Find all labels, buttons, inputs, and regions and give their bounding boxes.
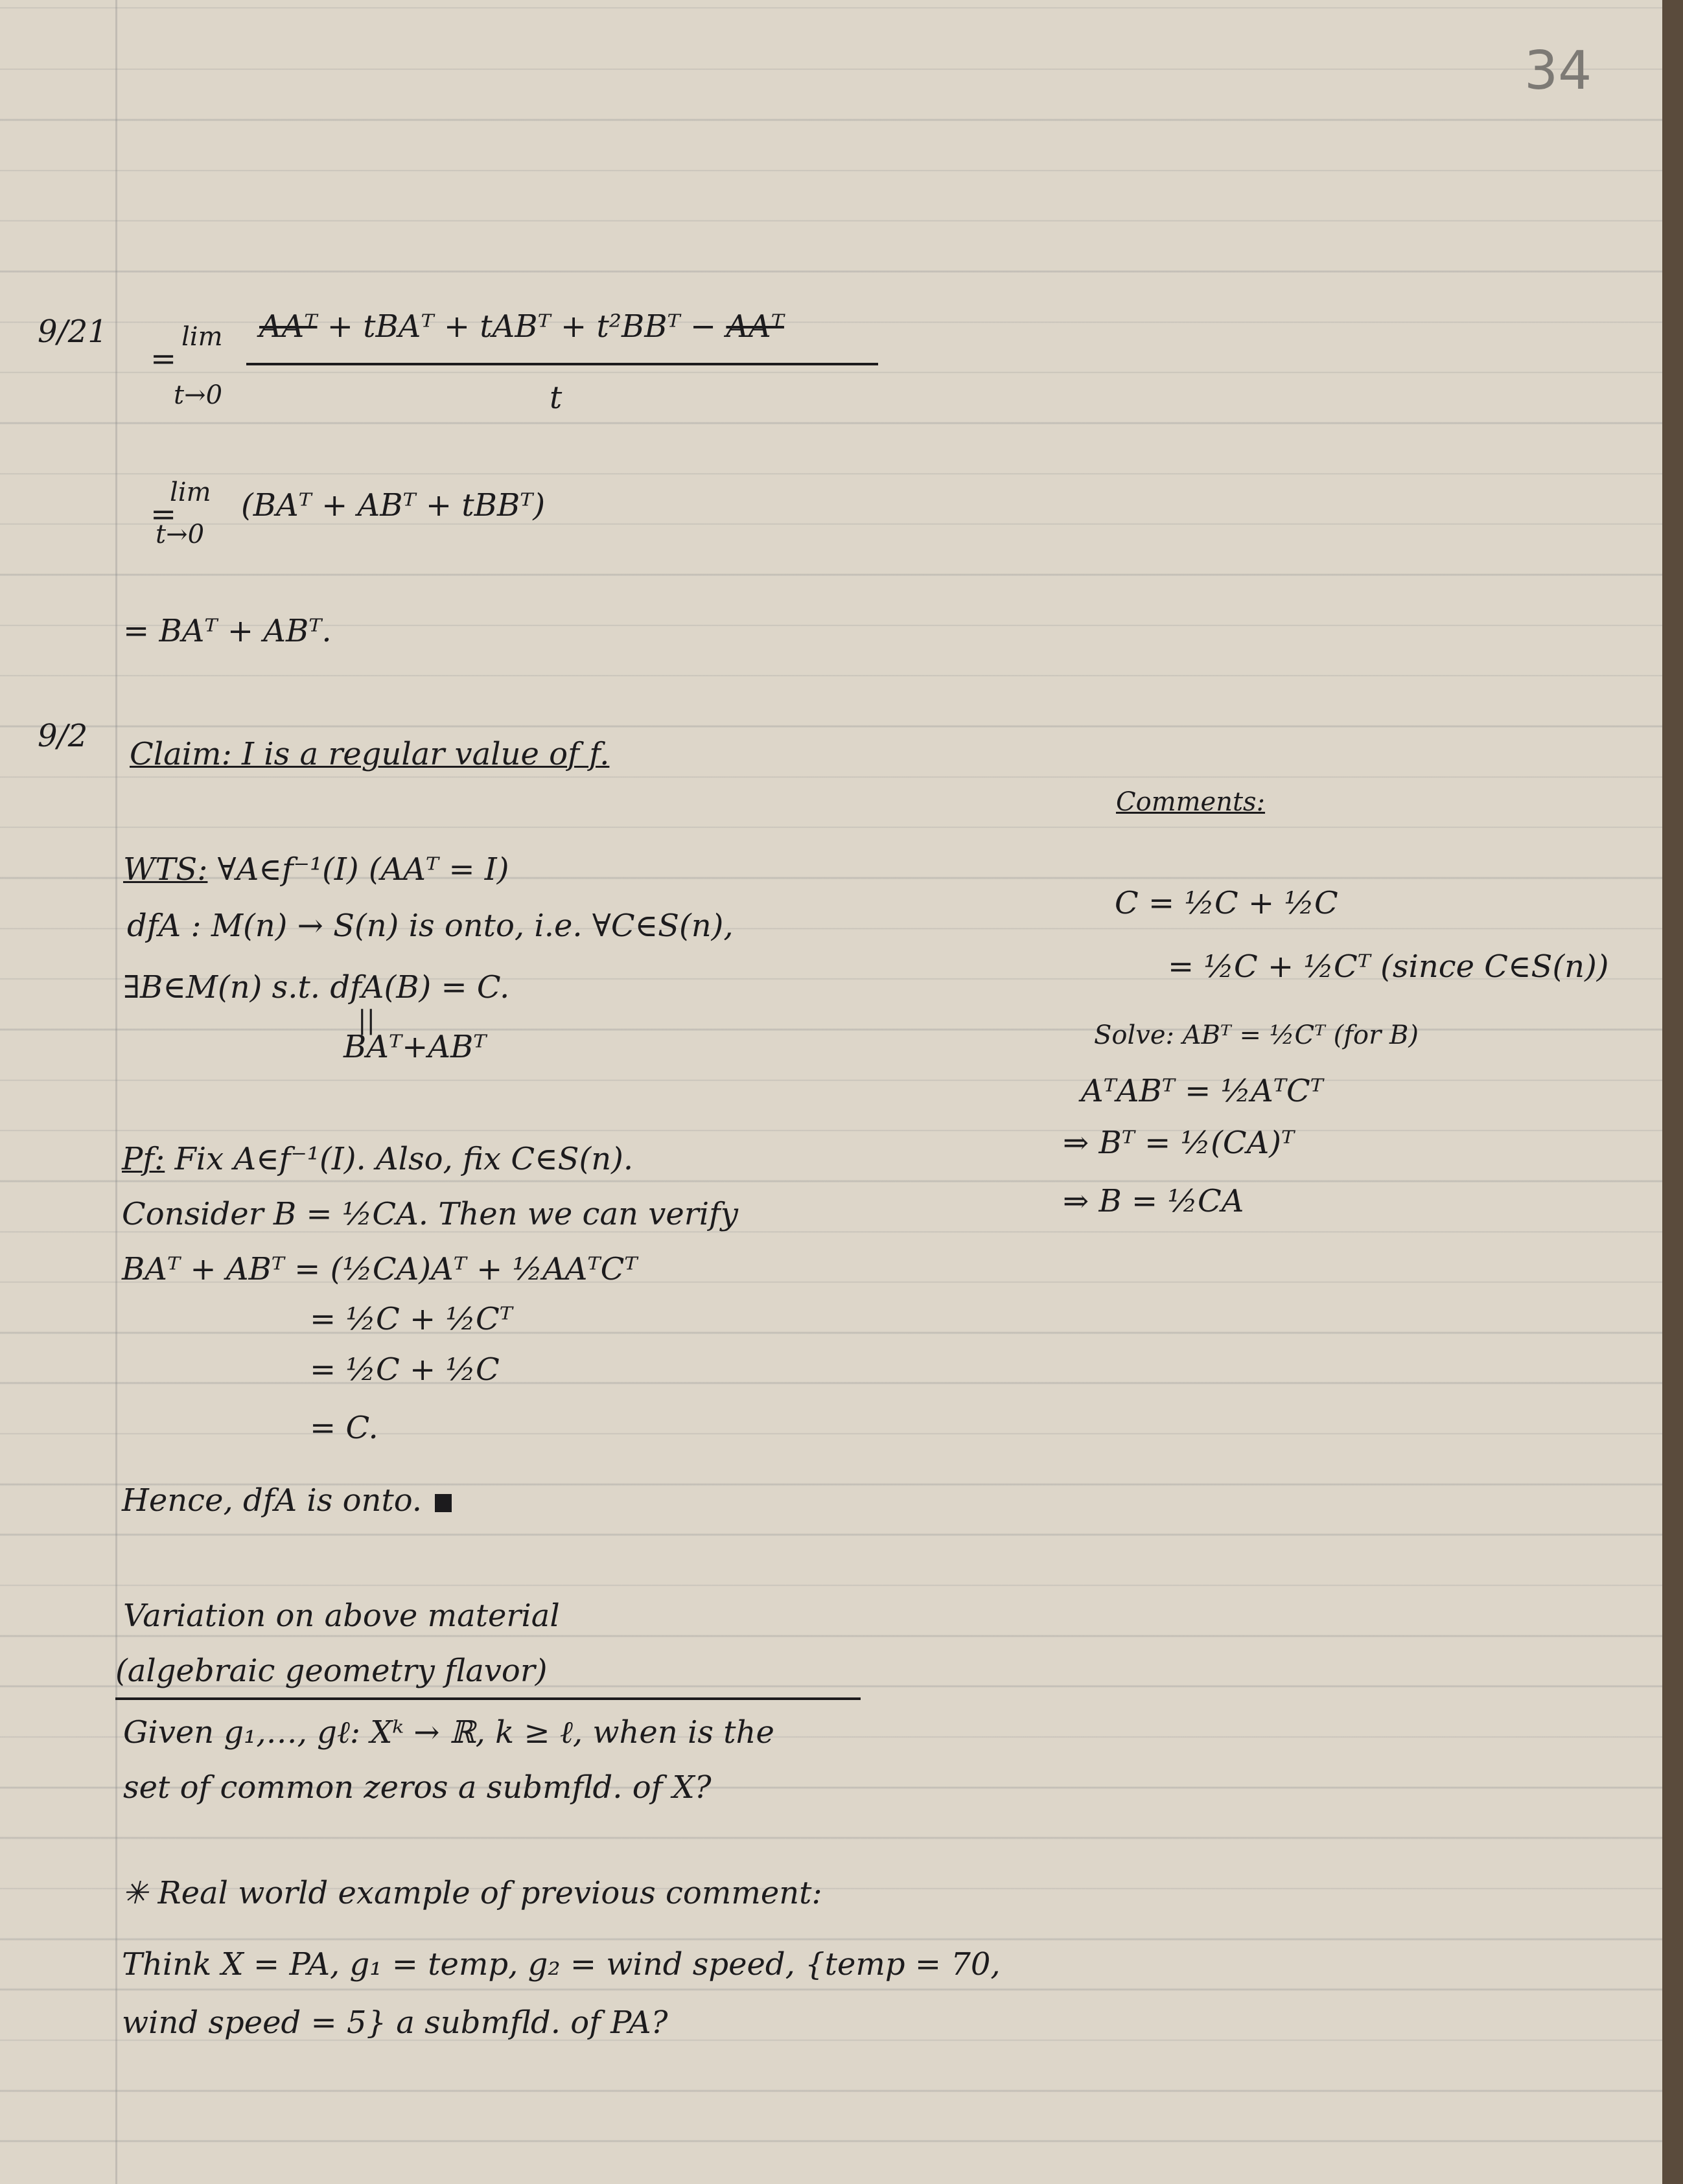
- conclusion-line: [122, 1482, 452, 1519]
- comment-line: = ½C + ½Cᵀ (since C∈S(n)): [1168, 948, 1609, 985]
- wts-line: [123, 851, 509, 888]
- exists-line: ∃B∈M(n) s.t. dfA(B) = C.: [123, 969, 510, 1006]
- wts-label: WTS:: [123, 851, 208, 888]
- example-line: wind speed = 5} a submfld. of PA?: [122, 2005, 668, 2041]
- equals-sign: =: [150, 496, 177, 533]
- verify-line: = ½C + ½C: [310, 1351, 500, 1388]
- variation-line: Variation on above material: [123, 1598, 560, 1634]
- equals-sign: =: [150, 341, 177, 377]
- claim-text: Claim: I is a regular value of f.: [130, 736, 610, 772]
- qed-icon: [435, 1494, 452, 1512]
- verify-line: = C.: [310, 1410, 378, 1446]
- limit-subscript: t→0: [174, 380, 223, 410]
- equals-mark: ||: [358, 1006, 375, 1035]
- comment-line: ⇒ Bᵀ = ½(CA)ᵀ: [1063, 1125, 1295, 1161]
- conclusion-text: Hence, dfA is onto.: [122, 1482, 423, 1519]
- dfa-line: dfA : M(n) → S(n) is onto, i.e. ∀C∈S(n),: [127, 908, 734, 944]
- variation-line: set of common zeros a submfld. of X?: [123, 1769, 712, 1806]
- verify-line: = ½C + ½Cᵀ: [310, 1301, 513, 1337]
- date-label: 9/2: [38, 718, 88, 754]
- consider-line: Consider B = ½CA. Then we can verify: [122, 1196, 738, 1232]
- proof-line: [122, 1141, 634, 1177]
- proof-label: Pf:: [122, 1141, 165, 1177]
- example-line: ✳ Real world example of previous comment:: [122, 1875, 822, 1911]
- limit-subscript: t→0: [156, 520, 205, 549]
- limit-denominator: t: [550, 380, 563, 416]
- wts-text: ∀A∈f⁻¹(I) (AAᵀ = I): [217, 851, 509, 888]
- limit-label: lim: [181, 322, 223, 352]
- limit-expression: (BAᵀ + ABᵀ + tBBᵀ): [241, 487, 546, 523]
- fraction-bar: [246, 363, 878, 365]
- date-label: 9/21: [38, 314, 108, 350]
- comment-line: AᵀABᵀ = ½AᵀCᵀ: [1081, 1073, 1323, 1109]
- cancelled-term: AAᵀ: [259, 308, 318, 345]
- proof-text: Fix A∈f⁻¹(I). Also, fix C∈S(n).: [174, 1141, 634, 1177]
- comment-line: C = ½C + ½C: [1115, 885, 1338, 921]
- variation-line: (algebraic geometry flavor): [115, 1653, 548, 1689]
- comment-line: ⇒ B = ½CA: [1063, 1183, 1244, 1219]
- example-line: Think X = PA, g₁ = temp, g₂ = wind speed, {temp = 70,: [122, 1946, 1001, 1983]
- variation-line: Given g₁,…, gℓ: Xᵏ → ℝ, k ≥ ℓ, when is the: [123, 1714, 774, 1751]
- page-number: 34: [1524, 40, 1592, 102]
- limit-label: lim: [170, 477, 211, 507]
- section-rule: [115, 1697, 861, 1700]
- numerator-text: + tBAᵀ + tABᵀ + t²BBᵀ −: [327, 308, 717, 345]
- comments-title: Comments:: [1116, 787, 1266, 817]
- cancelled-term: AAᵀ: [726, 308, 784, 345]
- under-expression: BAᵀ+ABᵀ: [343, 1029, 487, 1065]
- margin-line: [115, 0, 117, 2184]
- verify-line: BAᵀ + ABᵀ = (½CA)Aᵀ + ½AAᵀCᵀ: [122, 1251, 638, 1287]
- comment-line: Solve: ABᵀ = ½Cᵀ (for B): [1094, 1020, 1419, 1050]
- result-expression: = BAᵀ + ABᵀ.: [123, 613, 332, 649]
- limit-numerator: [259, 308, 784, 345]
